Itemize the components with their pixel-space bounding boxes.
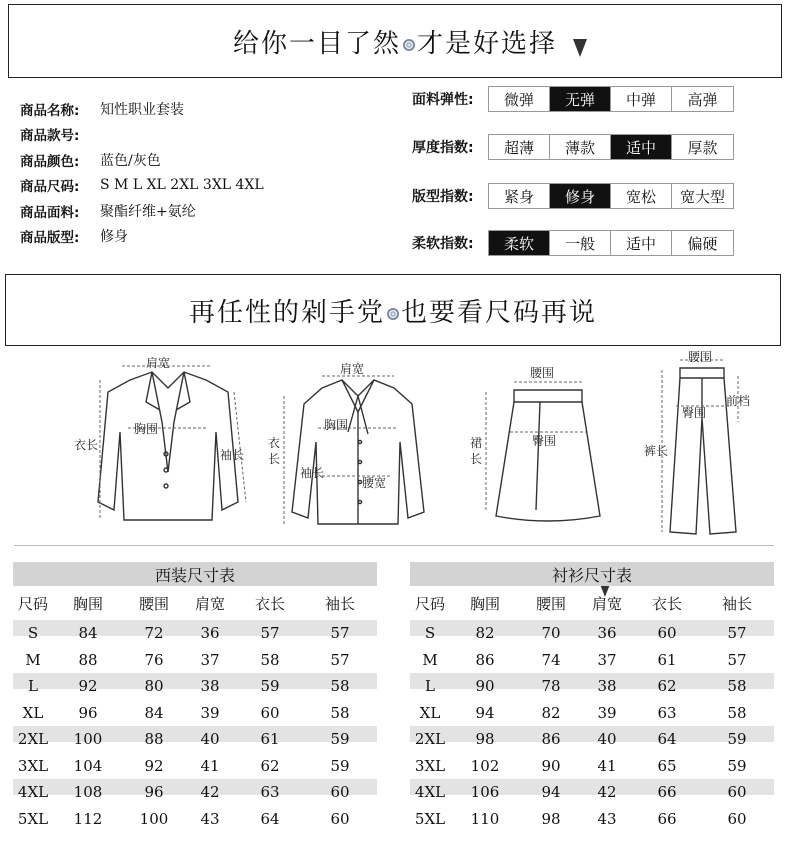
rating-option: 薄款 (550, 135, 611, 159)
size-cell: L (425, 677, 435, 696)
measurement-cell: 102 (470, 756, 500, 775)
measurement-cell: 92 (144, 756, 164, 775)
info-label: 商品面料: (20, 204, 80, 221)
size-cell: 2XL (414, 730, 446, 749)
label-shoulder: 肩宽 (146, 356, 171, 370)
bullet-icon (387, 308, 399, 320)
measurement-cell: 39 (597, 703, 617, 722)
measurement-cell: 57 (260, 624, 280, 643)
measurement-cell: 64 (260, 809, 280, 828)
jacket-diagram (70, 352, 260, 537)
table-row (13, 620, 377, 647)
rating-options (488, 86, 734, 112)
info-row-fabric (20, 198, 264, 224)
measurement-cell: 76 (144, 650, 164, 669)
divider (14, 545, 774, 546)
info-label: 商品款号: (20, 128, 80, 145)
rating-option: 柔软 (489, 231, 550, 255)
size-cell: S (424, 624, 436, 643)
label-chest: 胸围 (324, 418, 349, 432)
info-label: 商品颜色: (20, 153, 80, 170)
info-row-size (20, 173, 264, 199)
down-triangle-icon (573, 39, 587, 57)
table-header-cell: 胸围 (72, 594, 103, 613)
rating-option: 偏硬 (672, 231, 733, 255)
table-header-cell: 肩宽 (591, 594, 622, 613)
table-body (410, 586, 774, 832)
measurement-cell: 36 (597, 624, 617, 643)
measurement-cell: 37 (200, 650, 220, 669)
table-row (410, 726, 774, 753)
size-cell: M (422, 650, 438, 669)
measurement-cell: 82 (475, 624, 495, 643)
size-cell: 5XL (17, 809, 49, 828)
table-row (410, 673, 774, 700)
measurement-cell: 82 (541, 703, 561, 722)
table-header-cell: 腰围 (138, 594, 169, 613)
label-sleeve: 袖长 (300, 466, 325, 480)
pants-diagram (640, 346, 780, 541)
rating-options (488, 134, 734, 160)
size-cell: S (27, 624, 39, 643)
rating-option: 宽松 (611, 184, 672, 208)
measurement-cell: 60 (260, 703, 280, 722)
measurement-cell: 96 (78, 703, 98, 722)
rating-label: 版型指数: (412, 189, 474, 205)
size-cell: XL (22, 703, 44, 722)
size-cell: 3XL (414, 756, 446, 775)
measurement-cell: 72 (144, 624, 164, 643)
measurement-cell: 59 (260, 677, 280, 696)
size-cell: 4XL (17, 783, 49, 802)
measurement-cell: 78 (541, 677, 561, 696)
measurement-cell: 62 (657, 677, 677, 696)
measurement-cell: 59 (727, 756, 747, 775)
table-row (13, 673, 377, 700)
skirt-diagram (462, 352, 612, 537)
size-cell: 2XL (17, 730, 49, 749)
info-label: 商品名称: (20, 102, 80, 119)
banner-title (233, 23, 557, 60)
info-row-fit (20, 224, 264, 250)
table-header-cell: 肩宽 (194, 594, 225, 613)
measurement-cell: 40 (200, 730, 220, 749)
label-waist: 腰围 (530, 366, 555, 380)
measurement-cell: 59 (330, 756, 350, 775)
measurement-cell: 58 (727, 703, 747, 722)
measurement-cell: 106 (470, 783, 500, 802)
measurement-cell: 60 (727, 783, 747, 802)
top-banner (8, 4, 782, 78)
label-chest: 胸围 (134, 422, 159, 436)
measurement-cell: 66 (657, 783, 677, 802)
shirt-illustration (262, 352, 442, 537)
measurement-cell: 61 (260, 730, 280, 749)
rating-softness (412, 230, 734, 256)
rating-label: 厚度指数: (412, 140, 474, 156)
measurement-cell: 70 (541, 624, 561, 643)
measurement-cell: 60 (330, 809, 350, 828)
table-row (13, 753, 377, 780)
banner-title-tail: 也要看尺码再说 (401, 297, 598, 328)
measurement-cell: 41 (597, 756, 617, 775)
banner-title (189, 292, 597, 329)
banner-title-tail: 才是好选择 (417, 28, 558, 59)
size-cell: 4XL (414, 783, 446, 802)
measurement-cell: 86 (541, 730, 561, 749)
measurement-cell: 61 (657, 650, 677, 669)
size-cell: M (25, 650, 41, 669)
table-header-cell: 衣长 (651, 594, 682, 613)
rating-option: 适中 (611, 231, 672, 255)
measurement-cell: 88 (78, 650, 98, 669)
table-row (410, 647, 774, 674)
measurement-cell: 59 (330, 730, 350, 749)
measurement-cell: 59 (727, 730, 747, 749)
measurement-cell: 90 (475, 677, 495, 696)
measurement-cell: 62 (260, 756, 280, 775)
size-cell: L (28, 677, 38, 696)
rating-option: 无弹 (550, 87, 611, 111)
info-label: 商品版型: (20, 230, 80, 247)
rating-option: 微弹 (489, 87, 550, 111)
measurement-cell: 110 (470, 809, 500, 828)
size-cell: 5XL (414, 809, 446, 828)
measurement-cell: 39 (200, 703, 220, 722)
measurement-cell: 84 (78, 624, 98, 643)
label-length-top: 裙 (470, 436, 483, 450)
measurement-cell: 58 (330, 677, 350, 696)
rating-fit (412, 183, 734, 209)
measurement-cell: 90 (541, 756, 561, 775)
suit-size-table (13, 562, 377, 832)
table-row (13, 700, 377, 727)
label-rise: 前档 (726, 394, 751, 408)
info-value: 修身 (100, 229, 128, 246)
measurement-cell: 98 (541, 809, 561, 828)
measurement-cell: 65 (657, 756, 677, 775)
measurement-cell: 57 (727, 624, 747, 643)
measurement-cell: 37 (597, 650, 617, 669)
table-row (13, 726, 377, 753)
info-row-color (20, 147, 264, 173)
measurement-cell: 60 (727, 809, 747, 828)
table-row (410, 806, 774, 833)
size-banner (5, 274, 781, 346)
table-row (13, 779, 377, 806)
table-header-row (13, 586, 377, 620)
shirt-diagram (262, 352, 442, 537)
measurement-cell: 100 (73, 730, 103, 749)
table-header-cell: 尺码 (17, 594, 48, 613)
info-row-name (20, 96, 264, 122)
table-title: 衬衫尺寸表 (410, 562, 774, 586)
measurement-cell: 96 (144, 783, 164, 802)
shirt-size-table (410, 562, 774, 832)
measurement-cell: 38 (200, 677, 220, 696)
table-header-cell: 腰围 (535, 594, 566, 613)
table-header-cell: 胸围 (469, 594, 500, 613)
rating-option: 厚款 (672, 135, 733, 159)
info-label: 商品尺码: (20, 179, 80, 196)
label-waist: 腰宽 (362, 476, 387, 490)
measurement-cell: 108 (73, 783, 103, 802)
info-value: 蓝色/灰色 (100, 152, 161, 169)
size-cell: 3XL (17, 756, 49, 775)
measurement-cell: 38 (597, 677, 617, 696)
measurement-cell: 60 (657, 624, 677, 643)
measurement-cell: 43 (200, 809, 220, 828)
table-row (13, 806, 377, 833)
info-value: 聚酯纤维+氨纶 (100, 203, 196, 220)
rating-label: 柔软指数: (412, 236, 474, 252)
table-header-row (410, 586, 774, 620)
label-shoulder: 肩宽 (340, 362, 365, 376)
rating-option: 紧身 (489, 184, 550, 208)
measurement-cell: 80 (144, 677, 164, 696)
measurement-cell: 86 (475, 650, 495, 669)
label-hip: 臀围 (532, 434, 557, 448)
measurement-cell: 58 (260, 650, 280, 669)
measurement-cell: 63 (657, 703, 677, 722)
table-header-cell: 袖长 (721, 594, 752, 613)
rating-options (488, 230, 734, 256)
measurement-cell: 42 (200, 783, 220, 802)
label-length: 衣长 (74, 438, 99, 452)
measurement-cell: 41 (200, 756, 220, 775)
table-row (410, 779, 774, 806)
rating-options (488, 183, 734, 209)
measurement-cell: 43 (597, 809, 617, 828)
measurement-cell: 74 (541, 650, 561, 669)
table-title: 西装尺寸表 (13, 562, 377, 586)
measurement-cell: 42 (597, 783, 617, 802)
rating-option: 修身 (550, 184, 611, 208)
table-header-cell: 尺码 (414, 594, 445, 613)
table-row (410, 753, 774, 780)
measurement-cell: 88 (144, 730, 164, 749)
info-value: 知性职业套装 (100, 101, 184, 118)
rating-option: 超薄 (489, 135, 550, 159)
label-length-top: 衣 (268, 436, 281, 450)
info-row-sku (20, 122, 264, 148)
measurement-cell: 84 (144, 703, 164, 722)
measurement-cell: 57 (330, 624, 350, 643)
rating-option: 一般 (550, 231, 611, 255)
measurement-cell: 58 (330, 703, 350, 722)
size-cell: XL (419, 703, 441, 722)
table-body (13, 586, 377, 832)
rating-option: 宽大型 (672, 184, 733, 208)
measurement-cell: 58 (727, 677, 747, 696)
banner-title-text: 再任性的剁手党 (188, 297, 385, 328)
measurement-cell: 66 (657, 809, 677, 828)
rating-elasticity (412, 86, 734, 112)
measurement-cell: 57 (330, 650, 350, 669)
info-value: S M L XL 2XL 3XL 4XL (100, 177, 264, 194)
rating-thickness (412, 134, 734, 160)
measurement-cell: 40 (597, 730, 617, 749)
measurement-cell: 100 (139, 809, 169, 828)
rating-option: 中弹 (611, 87, 672, 111)
measurement-cell: 112 (73, 809, 103, 828)
measurement-cell: 57 (727, 650, 747, 669)
label-waist: 腰围 (688, 350, 713, 364)
measurement-cell: 36 (200, 624, 220, 643)
table-header-cell: 衣长 (254, 594, 285, 613)
measurement-cell: 94 (475, 703, 495, 722)
rating-option: 高弹 (672, 87, 733, 111)
measurement-cell: 104 (73, 756, 103, 775)
jacket-illustration (70, 352, 260, 537)
measurement-cell: 94 (541, 783, 561, 802)
banner-title-text: 给你一目了然 (232, 28, 401, 59)
measurement-cell: 64 (657, 730, 677, 749)
table-row (410, 620, 774, 647)
label-length: 裤长 (644, 444, 669, 458)
bullet-icon (403, 39, 415, 51)
table-header-cell: 袖长 (324, 594, 355, 613)
product-info (20, 96, 264, 249)
table-row (410, 700, 774, 727)
label-sleeve: 袖长 (220, 448, 245, 462)
measurement-cell: 60 (330, 783, 350, 802)
rating-label: 面料弹性: (412, 92, 474, 108)
label-length-bottom: 长 (268, 452, 281, 466)
label-length-bottom: 长 (470, 452, 483, 466)
label-hip: 臀围 (682, 406, 707, 420)
measurement-cell: 92 (78, 677, 98, 696)
measurement-cell: 63 (260, 783, 280, 802)
table-row (13, 647, 377, 674)
rating-option: 适中 (611, 135, 672, 159)
measurement-cell: 98 (475, 730, 495, 749)
